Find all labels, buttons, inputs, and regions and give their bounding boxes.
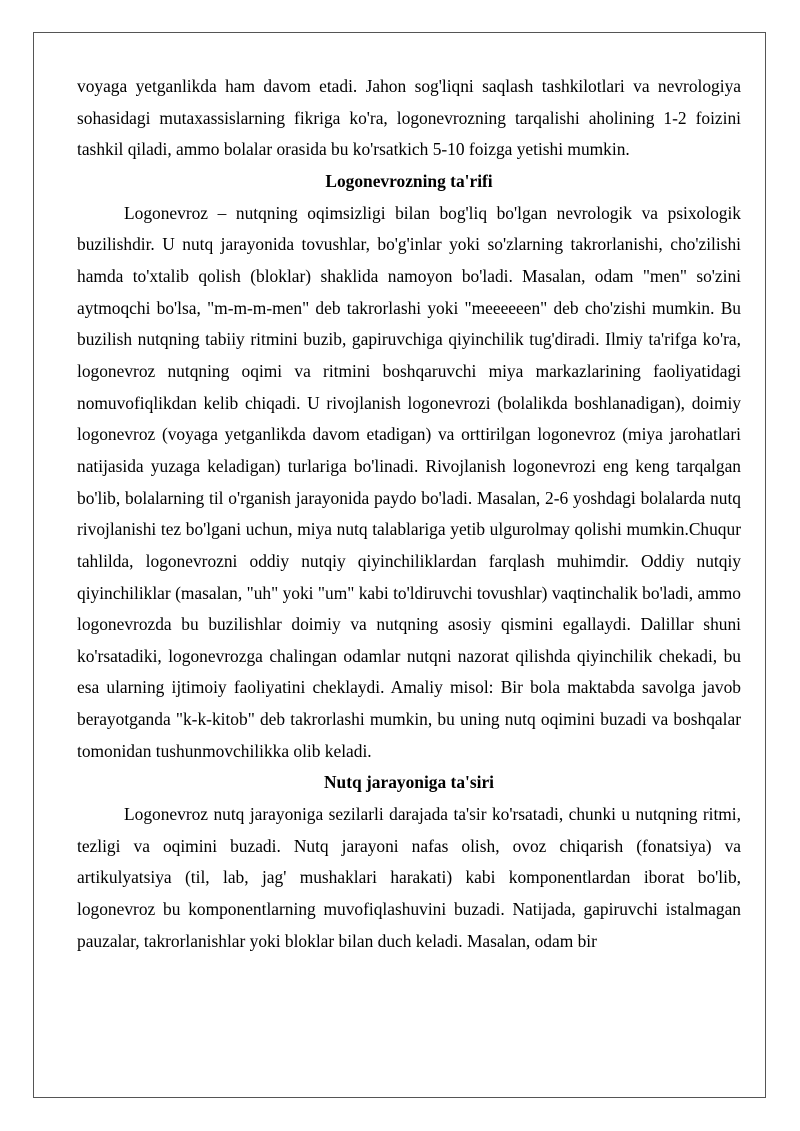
paragraph: voyaga yetganlikda ham davom etadi. Jahon sog'liqni saqlash tashkilotlari va nevrologiya sohasidagi mutaxassislarning fikriga ko'ra, logonevrozning tarqalishi aholining 1-2 foizini tashkil qiladi, ammo bolalar orasida bu ko'rsatkich 5-10 foizga yetishi mumkin.	[77, 76, 741, 160]
paragraph: Logonevroz – nutqning oqimsizligi bilan bog'liq bo'lgan nevrologik va psixologik buzilishdir. U nutq jarayonida tovushlar, bo'g'inlar yoki so'zlarning takrorlanishi, cho'zilishi hamda to'xtalib qolish (bloklar) shaklida namoyon bo'ladi. Masalan, odam "men" so'zini aytmoqchi bo'lsa, "m-m-m-men" deb takrorlashi yoki "meeeeeen" deb cho'zishi mumkin. Bu buzilish nutqning tabiiy ritmini buzib, gapiruvchiga qiyinchilik tug'diradi. Ilmiy ta'rifga ko'ra, logonevroz nutqning oqimi va ritmini boshqaruvchi miya markazlarining faoliyatidagi nomuvofiqlikdan kelib chiqadi. U rivojlanish logonevrozi (bolalikda boshlanadigan), doimiy logonevroz (voyaga yetganlikda davom etadigan) va orttirilgan logonevroz (miya jarohatlari natijasida yuzaga keladigan) turlariga bo'linadi. Rivojlanish logonevrozi eng keng tarqalgan bo'lib, bolalarning til o'rganish jarayonida paydo bo'ladi. Masalan, 2-6 yoshdagi bolalarda nutq rivojlanishi tez bo'lgani uchun, miya nutq talablariga yetib ulgurolmay qolishi mumkin.Chuqur tahlilda, logonevrozni oddiy nutqiy qiyinchiliklardan farqlash muhimdir. Oddiy nutqiy qiyinchiliklar (masalan, "uh" yoki "um" kabi to'ldiruvchi tovushlar) vaqtinchalik bo'ladi, ammo logonevrozda bu buzilishlar doimiy va nutqning asosiy qismini egallaydi. Dalillar shuni ko'rsatadiki, logonevrozga chalingan odamlar nutqni nazorat qilishda qiyinchilik chekadi, bu esa ularning ijtimoiy faoliyatini cheklaydi. Amaliy misol: Bir bola maktabda savolga javob berayotganda "k-k-kitob" deb takrorlashi mumkin, bu uning nutq oqimini buzadi va boshqalar tomonidan tushunmovchilikka olib keladi.	[77, 202, 741, 761]
section-heading: Logonevrozning ta'rifi	[325, 170, 493, 191]
document-body	[77, 71, 741, 957]
section-heading: Nutq jarayoniga ta'siri	[323, 772, 495, 793]
paragraph: Logonevroz nutq jarayoniga sezilarli darajada ta'sir ko'rsatadi, chunki u nutqning ritmi, tezligi va oqimini buzadi. Nutq jarayoni nafas olish, ovoz chiqarish (fonatsiya) va artikulyatsiya (til, lab, jag' mushaklari harakati) kabi komponentlardan iborat bo'lib, logonevroz bu komponentlarning muvofiqlashuvini buzadi. Natijada, gapiruvchi istalmagan pauzalar, takrorlanishlar yoki bloklar bilan duch keladi. Masalan, odam bir	[77, 804, 741, 951]
